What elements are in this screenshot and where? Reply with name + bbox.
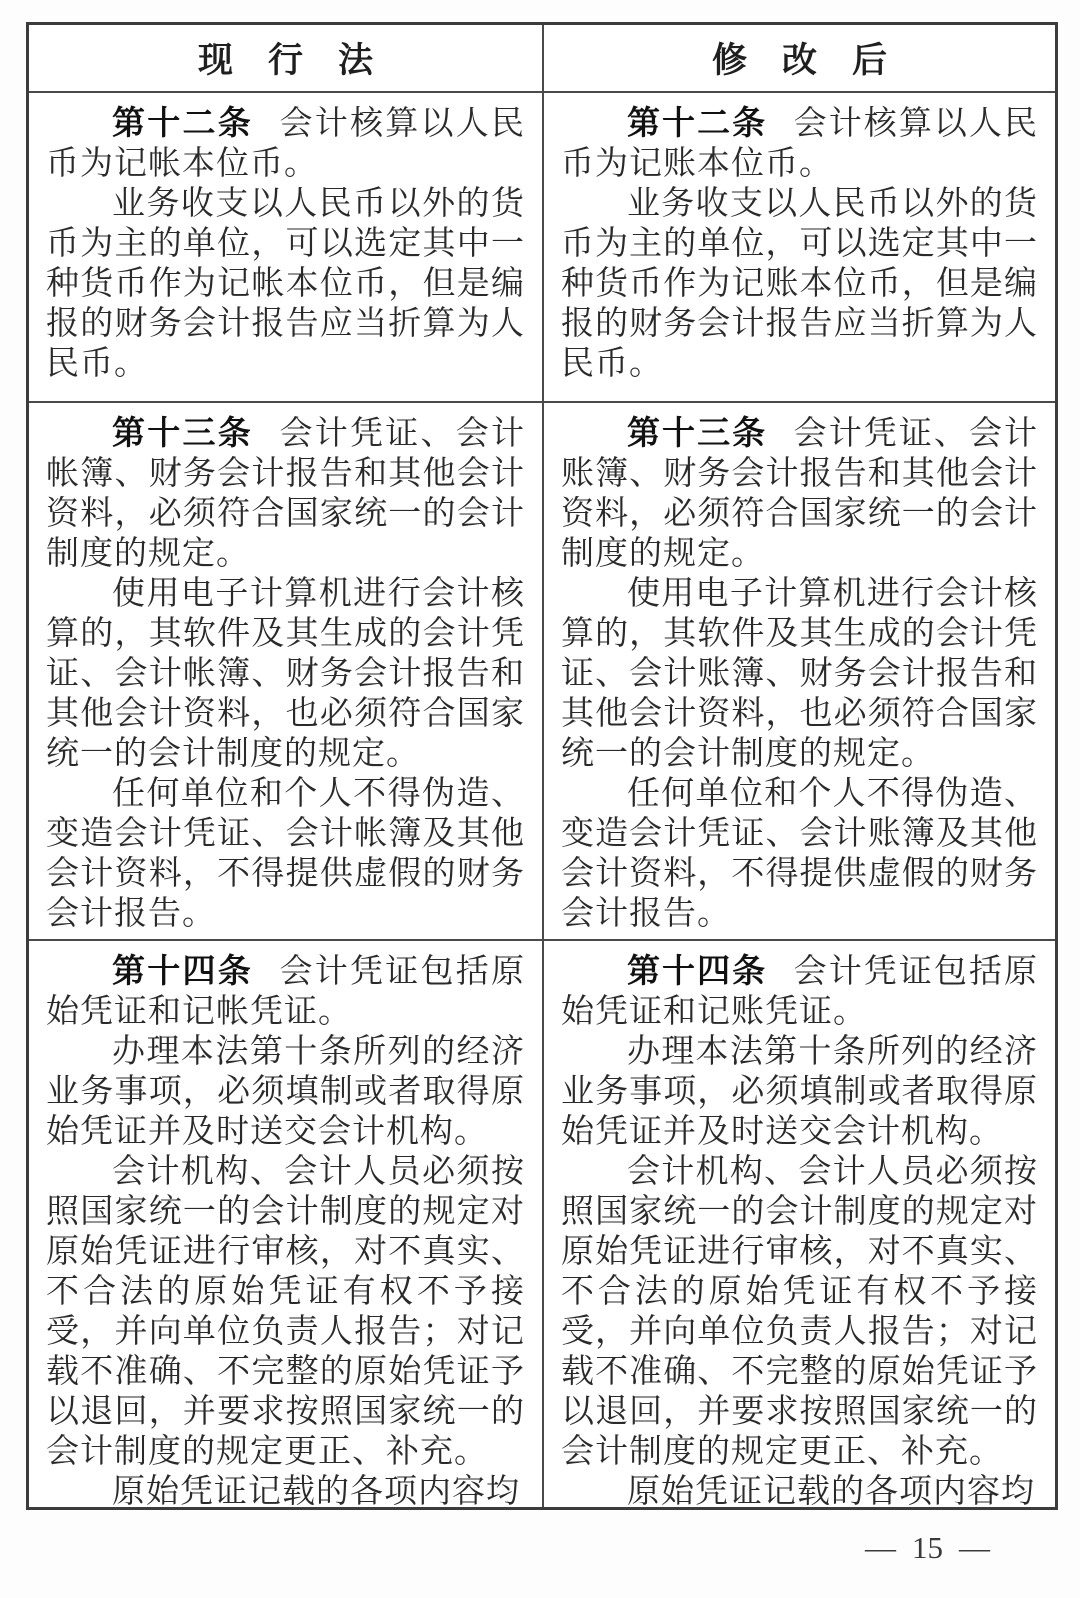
article-number: 第十三条 (112, 414, 254, 451)
paragraph: 使用电子计算机进行会计核算的，其软件及其生成的会计凭证、会计账簿、财务会计报告和其他会计资料，也必须符合国家统一的会计制度的规定。 (561, 576, 1038, 772)
paragraph: 原始凭证记载的各项内容均 (112, 1474, 520, 1507)
cell-amended-article-13 (542, 401, 1055, 939)
article-intro-text: 会计凭证包括原始凭证和记账凭证。 (561, 954, 1039, 1030)
page-number (865, 1530, 990, 1566)
paragraph: 办理本法第十条所列的经济业务事项，必须填制或者取得原始凭证并及时送交会计机构。 (561, 1034, 1038, 1150)
paragraph: 任何单位和个人不得伪造、变造会计凭证、会计账簿及其他会计资料，不得提供虚假的财务会计报告。 (561, 776, 1038, 932)
paragraph: 会计机构、会计人员必须按照国家统一的会计制度的规定对原始凭证进行审核，对不真实、不合法的原始凭证有权不予接受，并向单位负责人报告；对记载不准确、不完整的原始凭证予以退回，并要求按照国家统一的会计制度的规定更正、补充。 (46, 1154, 525, 1470)
article-intro-text: 会计凭证、会计帐簿、财务会计报告和其他会计资料，必须符合国家统一的会计制度的规定。 (46, 416, 526, 572)
cell-amended-article-12 (542, 91, 1055, 401)
paragraph: 使用电子计算机进行会计核算的，其软件及其生成的会计凭证、会计帐簿、财务会计报告和其他会计资料，也必须符合国家统一的会计制度的规定。 (46, 576, 525, 772)
column-header-current-law (29, 25, 542, 91)
law-comparison-table (26, 22, 1058, 1510)
paragraph (561, 103, 1038, 184)
page-number-dash-right: — (959, 1530, 990, 1565)
article-intro-text: 会计核算以人民币为记帐本位币。 (46, 106, 526, 182)
column-header-current-law-label: 现 行 法 (197, 41, 373, 80)
cell-amended-article-14 (542, 939, 1055, 1507)
article-number: 第十四条 (627, 952, 768, 989)
cell-current-law-article-13 (29, 401, 542, 939)
paragraph (561, 951, 1038, 1032)
cell-current-law-article-14 (29, 939, 542, 1507)
paragraph (561, 413, 1038, 574)
column-header-amended-label: 修 改 后 (711, 41, 887, 80)
article-number: 第十二条 (627, 104, 768, 141)
article-intro-text: 会计凭证包括原始凭证和记帐凭证。 (46, 954, 526, 1030)
paragraph: 业务收支以人民币以外的货币为主的单位，可以选定其中一种货币作为记帐本位币，但是编报的财务会计报告应当折算为人民币。 (46, 186, 525, 382)
paragraph: 业务收支以人民币以外的货币为主的单位，可以选定其中一种货币作为记账本位币，但是编报的财务会计报告应当折算为人民币。 (561, 186, 1038, 382)
article-number: 第十四条 (112, 952, 254, 989)
article-intro-text: 会计凭证、会计账簿、财务会计报告和其他会计资料，必须符合国家统一的会计制度的规定。 (561, 416, 1039, 572)
paragraph: 会计机构、会计人员必须按照国家统一的会计制度的规定对原始凭证进行审核，对不真实、不合法的原始凭证有权不予接受，并向单位负责人报告；对记载不准确、不完整的原始凭证予以退回，并要求按照国家统一的会计制度的规定更正、补充。 (561, 1154, 1038, 1470)
article-number: 第十二条 (112, 104, 254, 141)
cell-current-law-article-12 (29, 91, 542, 401)
page-number-value: 15 (912, 1530, 943, 1565)
paragraph: 任何单位和个人不得伪造、变造会计凭证、会计帐簿及其他会计资料，不得提供虚假的财务会计报告。 (46, 776, 525, 932)
article-number: 第十三条 (627, 414, 768, 451)
paragraph (46, 413, 525, 574)
article-intro-text: 会计核算以人民币为记账本位币。 (561, 106, 1039, 182)
page-number-dash-left: — (865, 1530, 896, 1565)
paragraph (46, 103, 525, 184)
paragraph (46, 951, 525, 1032)
column-header-amended (542, 25, 1055, 91)
paragraph: 办理本法第十条所列的经济业务事项，必须填制或者取得原始凭证并及时送交会计机构。 (46, 1034, 525, 1150)
paragraph: 原始凭证记载的各项内容均 (627, 1474, 1035, 1507)
